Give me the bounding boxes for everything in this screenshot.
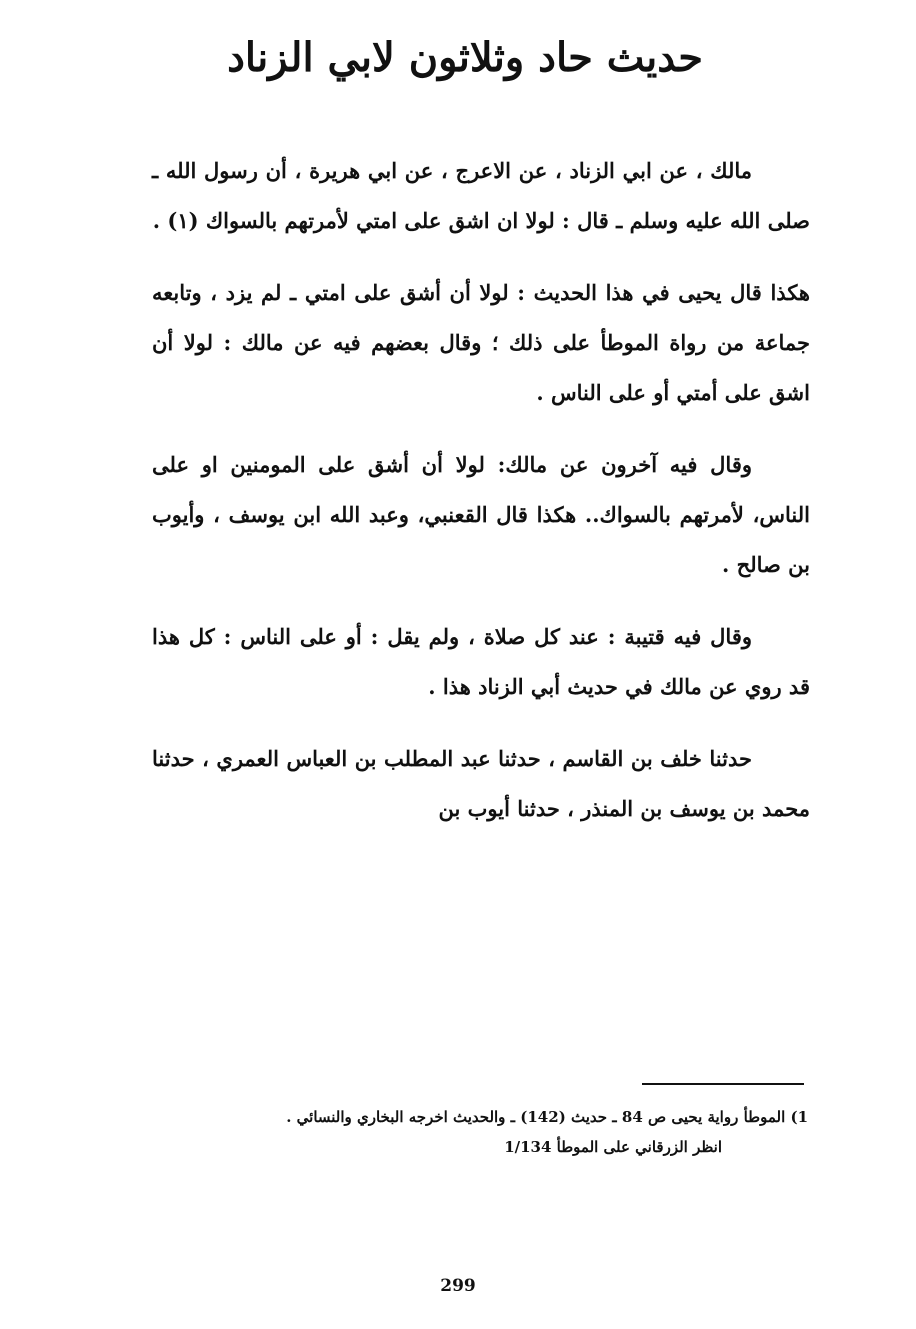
- paragraph-1: مالك ، عن ابي الزناد ، عن الاعرج ، عن ابي هريرة ، أن رسول الله ـ صلى الله عليه وسلم ـ قال : لولا ان اشق على امتي لأمرتهم بالسواك (١) .: [152, 158, 810, 233]
- page-title: حديث حاد وثلاثون لابي الزناد: [227, 34, 703, 81]
- paragraph-4: وقال فيه قتيبة : عند كل صلاة ، ولم يقل : أو على الناس : كل هذا قد روي عن مالك في حديث أبي الزناد هذا .: [152, 624, 810, 699]
- footnote-divider: [642, 1083, 804, 1085]
- paragraph-2: هكذا قال يحيى في هذا الحديث : لولا أن أشق على امتي ـ لم يزد ، وتابعه جماعة من رواة الموطأ على ذلك ؛ وقال بعضهم فيه عن مالك : لولا أن اشق على أمتي أو على الناس .: [152, 280, 810, 405]
- body-text: [152, 146, 810, 856]
- footnotes: [160, 1102, 808, 1162]
- paragraph-3: وقال فيه آخرون عن مالك: لولا أن أشق على المومنين او على الناس، لأمرتهم بالسواك.. هكذا قال القعنبي، وعبد الله ابن يوسف ، وأيوب بن صالح .: [152, 452, 810, 577]
- page-number: 299: [440, 1276, 476, 1296]
- footnote-1: 1) الموطأ رواية يحيى ص 84 ـ حديث (142) ـ والحديث اخرجه البخاري والنسائي .: [286, 1108, 808, 1126]
- footnote-2: انظر الزرقاني على الموطأ 1/134: [504, 1138, 722, 1156]
- paragraph-5: حدثنا خلف بن القاسم ، حدثنا عبد المطلب بن العباس العمري ، حدثنا محمد بن يوسف بن المنذر ، حدثنا أيوب بن: [152, 746, 810, 821]
